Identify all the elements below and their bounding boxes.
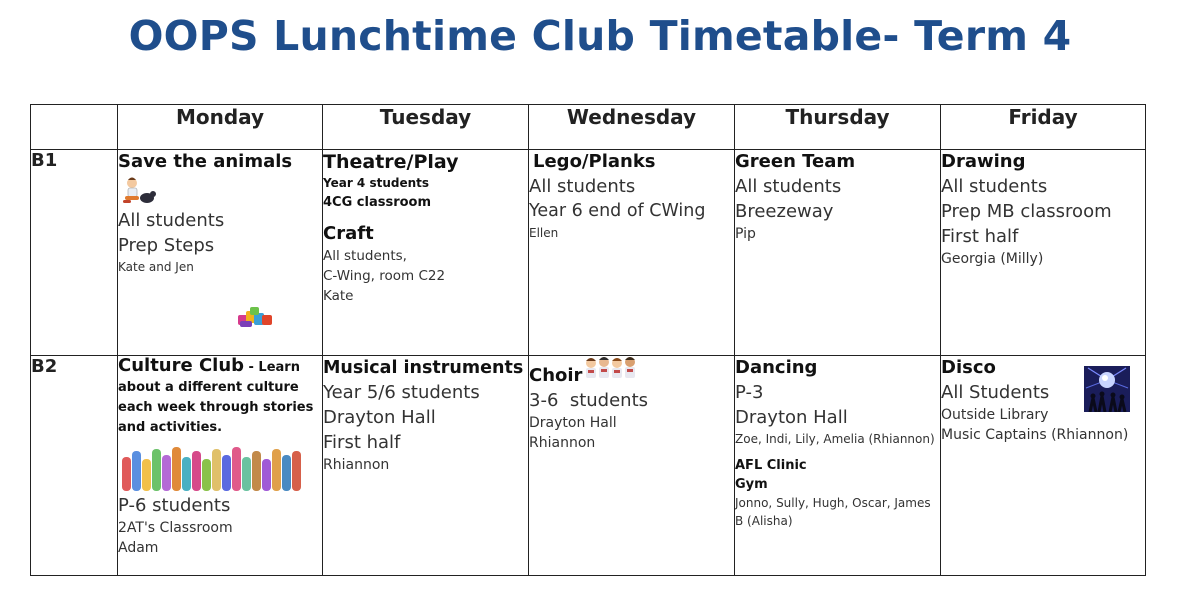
- header-row: [31, 105, 1146, 150]
- who: Year 4 students: [323, 176, 430, 190]
- day-header-wednesday: Wednesday: [529, 105, 735, 150]
- activity-title-2: AFL Clinic: [735, 458, 807, 473]
- activity-title: Disco: [941, 357, 996, 378]
- choir-heading: [529, 356, 734, 388]
- where: Year 6 end of CWing: [529, 201, 706, 221]
- activity-title: Green Team: [735, 151, 856, 172]
- cell-b2-friday: [941, 356, 1146, 576]
- cell-b1-friday: [941, 150, 1146, 356]
- staff: Zoe, Indi, Lily, Amelia (Rhiannon): [735, 432, 935, 446]
- staff: Rhiannon: [529, 435, 596, 451]
- staff-2: Kate: [323, 288, 354, 304]
- activity-title-2: Craft: [323, 223, 374, 244]
- activity-title: Choir: [529, 365, 583, 386]
- row-label-b1: B1: [31, 150, 118, 356]
- staff: Music Captains (Rhiannon): [941, 427, 1129, 443]
- activity-title: Musical instruments: [323, 358, 524, 378]
- description: - Learn about a different culture each week through stories and activities.: [118, 360, 314, 435]
- disco-ball-icon: [1084, 366, 1130, 412]
- row-b2: [31, 356, 1146, 576]
- who: All Students: [941, 382, 1050, 403]
- activity-title: Drawing: [941, 151, 1026, 172]
- activity-title: Dancing: [735, 357, 818, 378]
- toy-blocks-icon: [236, 305, 276, 329]
- where: Prep MB classroom: [941, 201, 1112, 222]
- activity-title: Save the animals: [118, 151, 293, 172]
- who: All students: [118, 210, 225, 231]
- row-label-b2: B2: [31, 356, 118, 576]
- cell-b1-tuesday: [323, 150, 529, 356]
- activity-title: Lego/Planks: [533, 151, 656, 172]
- corner-cell: [31, 105, 118, 150]
- where: Breezeway: [735, 201, 834, 222]
- who: 3-6 students: [529, 390, 649, 411]
- timetable: [30, 104, 1146, 576]
- who: P-6 students: [118, 495, 231, 516]
- who: All students: [941, 176, 1048, 197]
- where: Drayton Hall: [323, 407, 436, 428]
- culture-club-heading: [118, 356, 322, 437]
- child-with-animal-icon: [120, 176, 160, 208]
- when: First half: [323, 432, 401, 453]
- day-header-thursday: Thursday: [735, 105, 941, 150]
- where: Drayton Hall: [735, 407, 848, 428]
- activity-title: Theatre/Play: [323, 151, 459, 173]
- cell-b2-wednesday: [529, 356, 735, 576]
- who: Year 5/6 students: [323, 382, 480, 403]
- choir-children-icon: [583, 356, 639, 385]
- who: P-3: [735, 382, 764, 403]
- cell-b1-wednesday: [529, 150, 735, 356]
- staff: Adam: [118, 540, 159, 556]
- where: Prep Steps: [118, 235, 215, 256]
- painted-hands-icon: [118, 445, 310, 491]
- where: Drayton Hall: [529, 415, 617, 431]
- staff: Ellen: [529, 226, 559, 240]
- where-2: C-Wing, room C22: [323, 268, 446, 284]
- day-header-tuesday: Tuesday: [323, 105, 529, 150]
- cell-b1-monday: [118, 150, 323, 356]
- staff: Georgia (Milly): [941, 251, 1044, 267]
- where-2: Gym: [735, 477, 768, 492]
- activity-title: Culture Club: [118, 355, 245, 376]
- who-2: All students,: [323, 248, 407, 264]
- when: First half: [941, 226, 1019, 247]
- staff: Rhiannon: [323, 457, 390, 473]
- cell-b2-tuesday: [323, 356, 529, 576]
- where: Outside Library: [941, 407, 1049, 423]
- cell-b2-thursday: [735, 356, 941, 576]
- who: All students: [735, 176, 842, 197]
- where: 4CG classroom: [323, 195, 432, 210]
- who: All students: [529, 176, 636, 197]
- staff-2: Jonno, Sully, Hugh, Oscar, James B (Alisha): [735, 496, 931, 528]
- cell-b2-monday: [118, 356, 323, 576]
- day-header-monday: Monday: [118, 105, 323, 150]
- row-b1: [31, 150, 1146, 356]
- day-header-friday: Friday: [941, 105, 1146, 150]
- page-title: OOPS Lunchtime Club Timetable- Term 4: [128, 12, 1072, 60]
- staff: Kate and Jen: [118, 260, 194, 274]
- cell-b1-thursday: [735, 150, 941, 356]
- staff: Pip: [735, 226, 756, 242]
- where: 2AT's Classroom: [118, 520, 233, 536]
